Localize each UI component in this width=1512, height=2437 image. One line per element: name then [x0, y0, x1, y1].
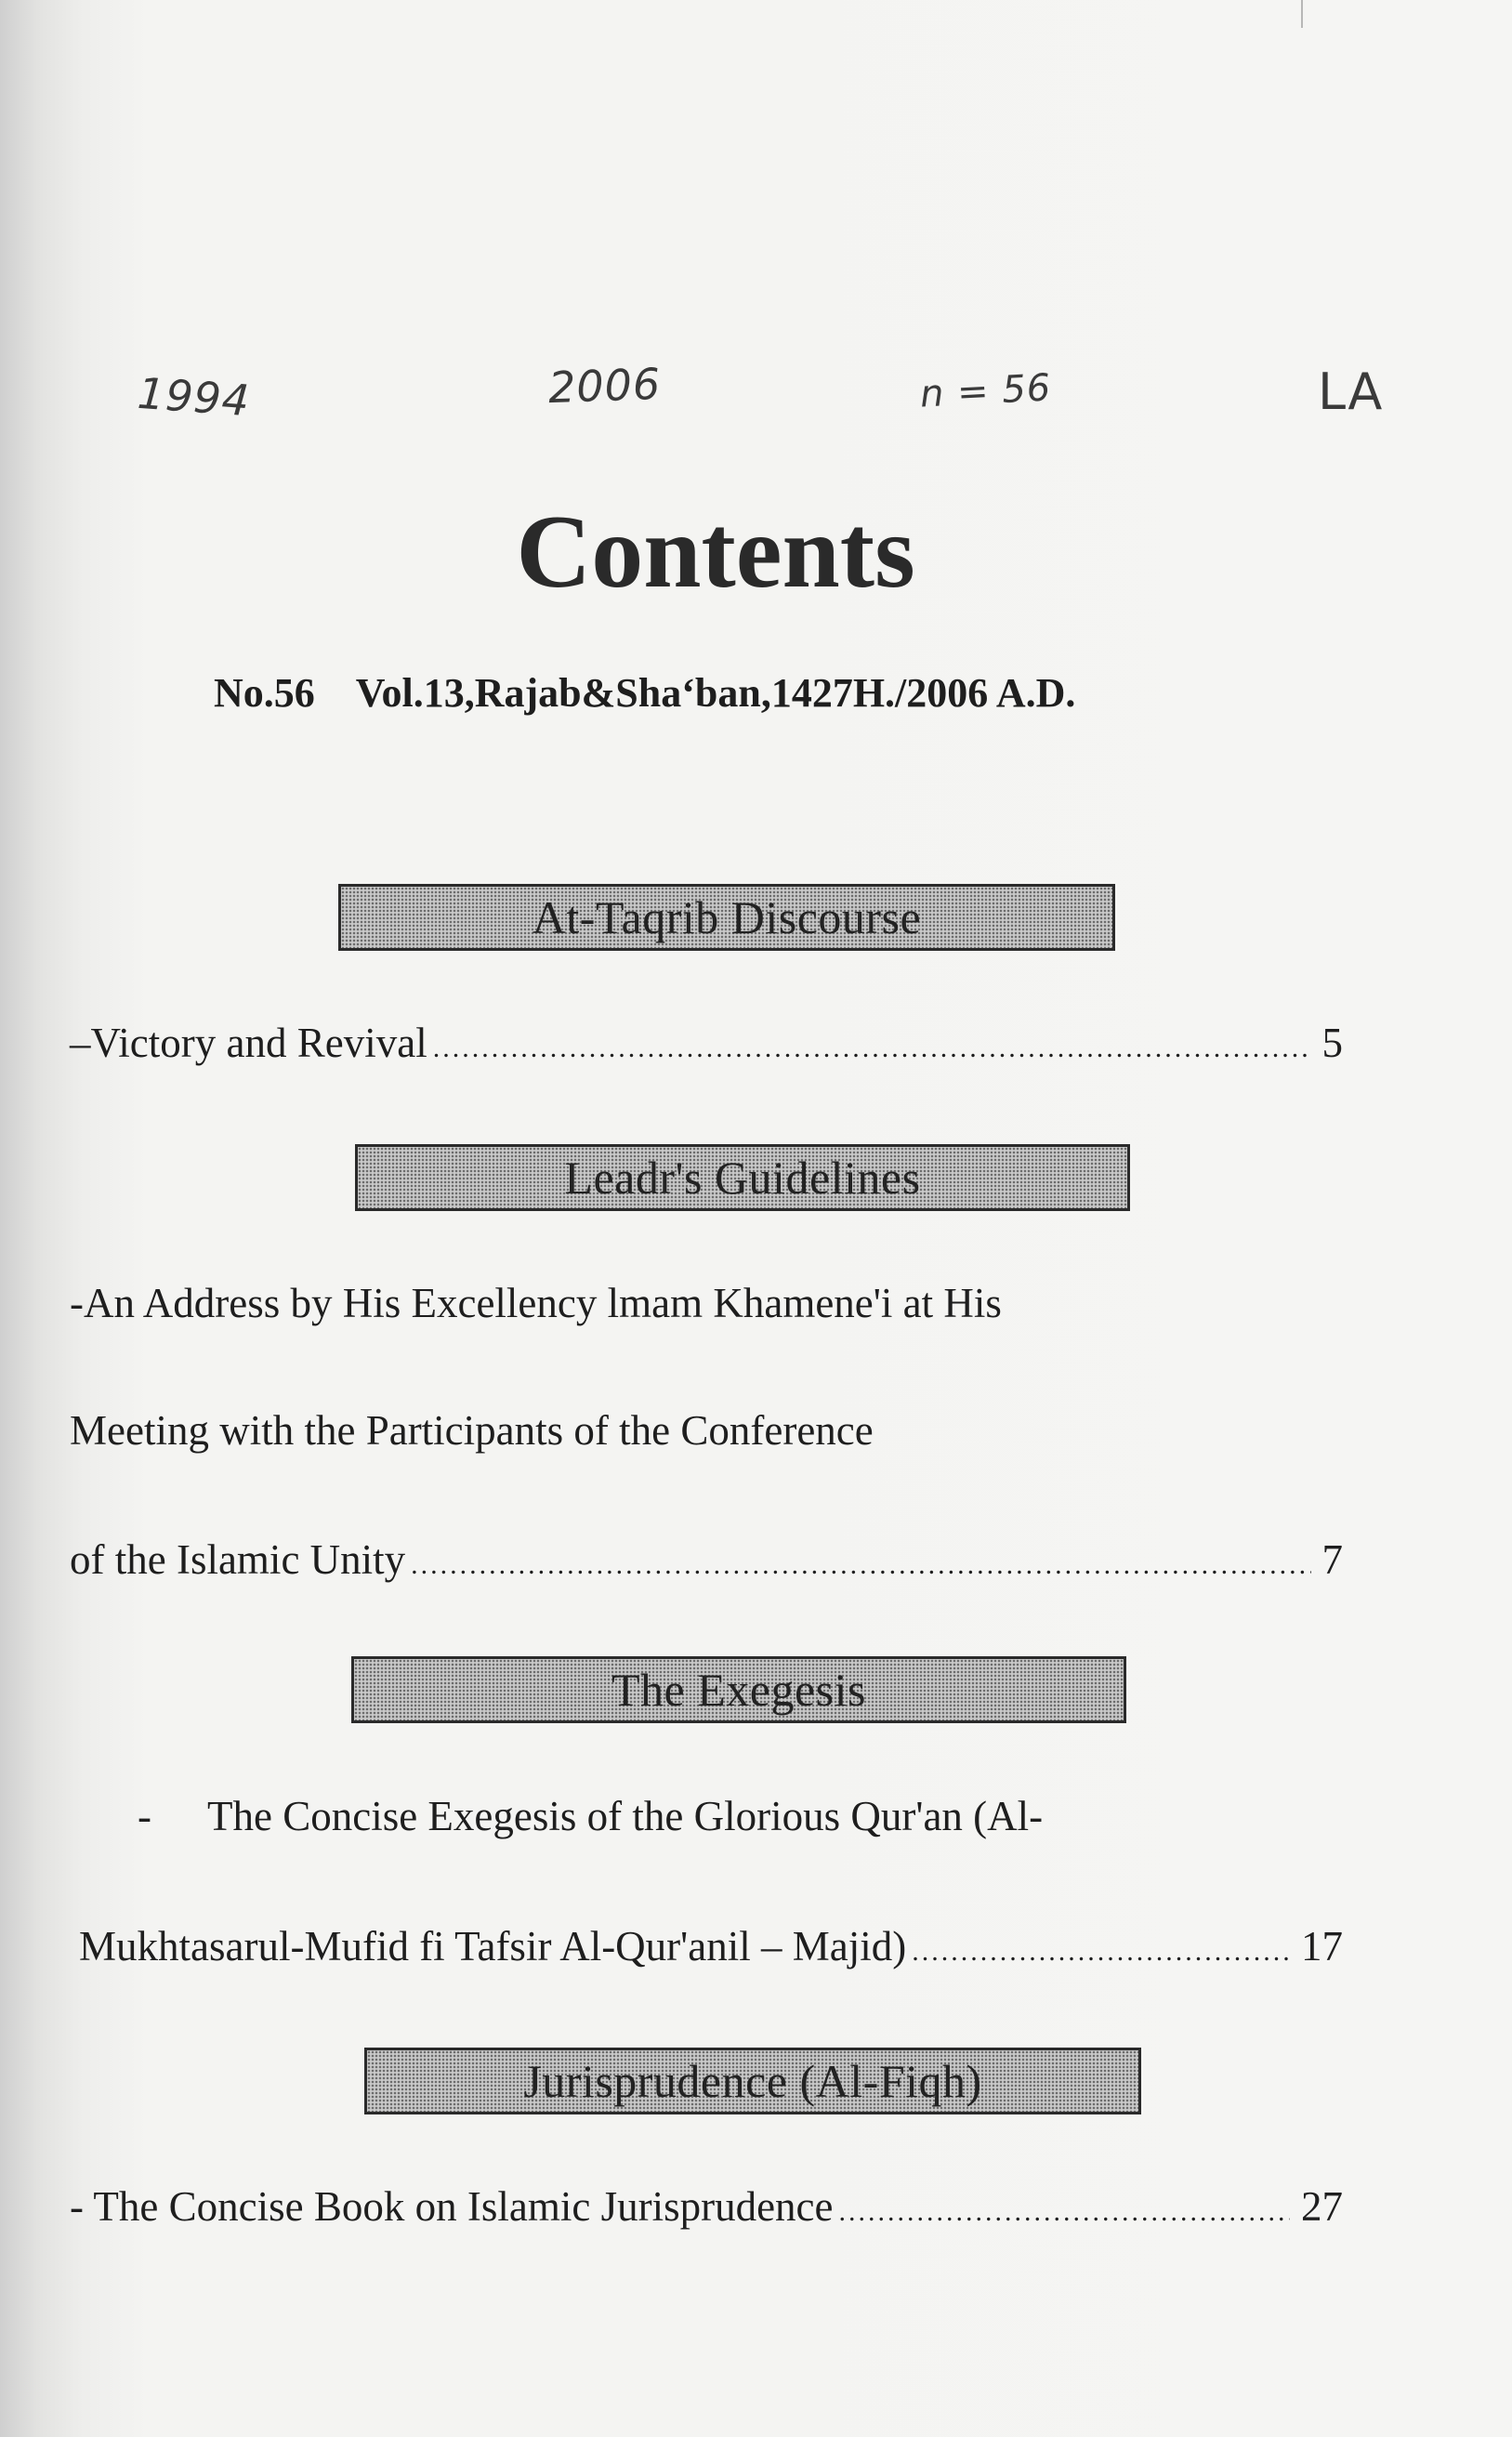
edge-mark	[1301, 0, 1303, 28]
handwritten-note-corner: LA	[1318, 362, 1384, 421]
page-title: Contents	[516, 494, 915, 610]
handwritten-note-2006: 2006	[547, 358, 662, 414]
toc-entry-page: 5	[1321, 1020, 1343, 1066]
toc-entry-address-line-3[interactable]	[70, 1535, 1343, 1584]
toc-entry-page: 17	[1301, 1923, 1343, 1969]
toc-entry-victory-and-revival[interactable]	[70, 1019, 1343, 1067]
leader-dots	[912, 1936, 1290, 1968]
section-heading-leaders-guidelines: Leadr's Guidelines	[355, 1144, 1130, 1211]
toc-entry-title: Mukhtasarul-Mufid fi Tafsir Al-Qur'anil – Majid)	[79, 1923, 907, 1969]
show-through-text	[279, 307, 288, 350]
toc-entry-exegesis-line-2[interactable]	[79, 1922, 1343, 1970]
handwritten-note-issue-number: n = 56	[918, 366, 1053, 416]
toc-entry-exegesis-line-1[interactable]	[138, 1792, 1043, 1840]
toc-entry-title: The Concise Exegesis of the Glorious Qur'an (Al-	[207, 1793, 1044, 1839]
toc-entry-title: –Victory and Revival	[70, 1020, 427, 1066]
issue-volume-date: Vol.13,Rajab&Sha‘ban,1427H./2006 A.D.	[355, 670, 1076, 716]
toc-entry-page: 27	[1301, 2183, 1343, 2230]
toc-entry-title: of the Islamic Unity	[70, 1536, 406, 1583]
toc-bullet: -	[138, 1793, 151, 1839]
section-heading-jurisprudence: Jurisprudence (Al-Fiqh)	[364, 2048, 1141, 2114]
leader-dots	[433, 1033, 1311, 1064]
toc-entry-title: - The Concise Book on Islamic Jurisprudence	[70, 2183, 834, 2230]
toc-entry-jurisprudence[interactable]	[70, 2182, 1343, 2231]
leader-dots	[411, 1549, 1310, 1581]
leader-dots	[839, 2196, 1291, 2228]
handwritten-note-1994: 1994	[136, 367, 252, 427]
section-heading-at-taqrib: At-Taqrib Discourse	[338, 884, 1115, 951]
toc-entry-address-line-1[interactable]: -An Address by His Excellency lmam Khamene'i at His	[70, 1280, 1002, 1326]
issue-line	[214, 669, 1075, 717]
toc-entry-page: 7	[1321, 1536, 1343, 1583]
issue-number: No.56	[214, 670, 315, 716]
toc-entry-address-line-2[interactable]: Meeting with the Participants of the Conference	[70, 1407, 874, 1454]
section-heading-exegesis: The Exegesis	[351, 1656, 1126, 1723]
